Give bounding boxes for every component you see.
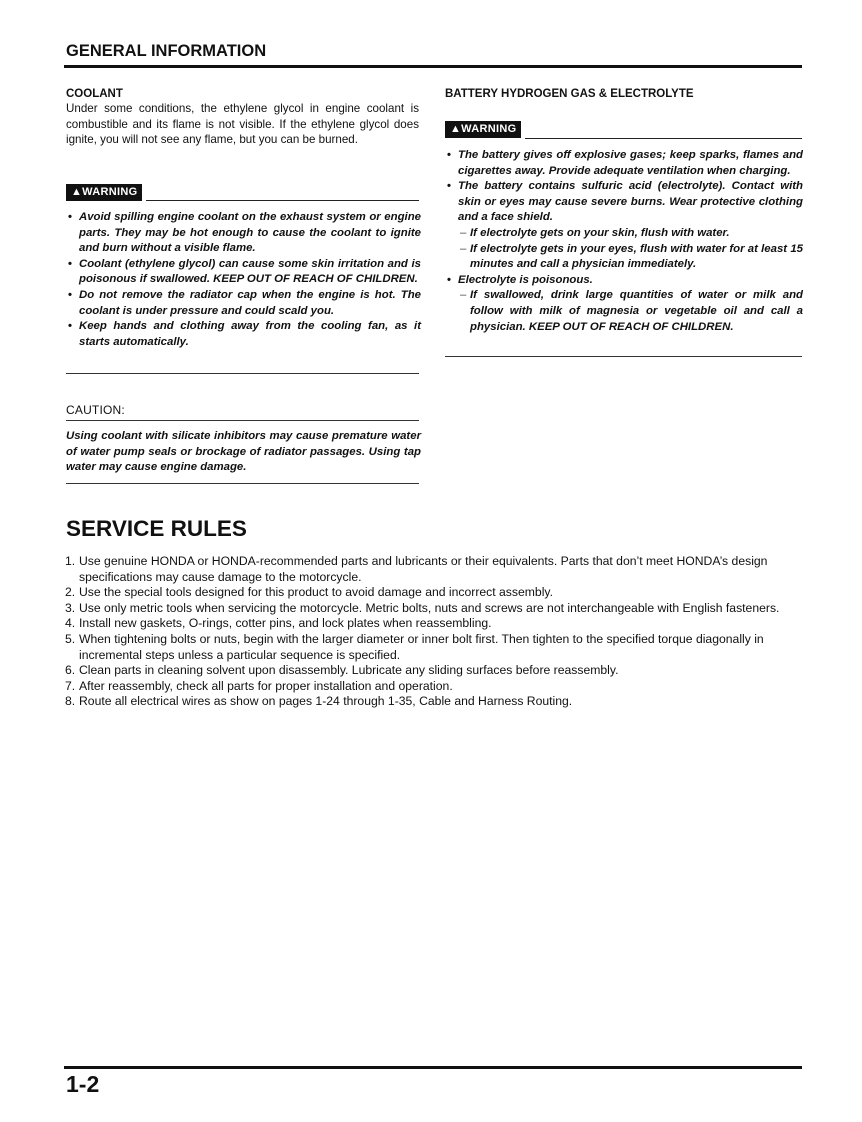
list-item: 3. Use only metric tools when servicing the motorcycle. Metric bolts, nuts and screws are not interchangeable with English fasteners. <box>65 600 780 615</box>
warning-badge: ▲WARNING <box>66 184 142 201</box>
list-item: • Do not remove the radiator cap when the engine is hot. The coolant is under pressure and could scald you. <box>68 288 421 317</box>
list-item: 2. Use the special tools designed for this product to avoid damage and incorrect assembly. <box>65 585 553 600</box>
warning-rule <box>525 138 802 139</box>
service-rules-title: SERVICE RULES <box>66 516 247 541</box>
caution-text: Using coolant with silicate inhibitors may cause premature water of water pump seals or brockage of radiator passages. Using tap water may cause engine damage. <box>66 430 421 474</box>
caution-label: CAUTION: <box>66 403 125 417</box>
warning-rule <box>146 200 419 201</box>
list-item: 7. After reassembly, check all parts for proper installation and operation. <box>65 678 453 693</box>
service-rules-list <box>65 554 803 710</box>
battery-warning-list <box>445 148 803 335</box>
footer-rule <box>64 1066 802 1069</box>
coolant-intro: Under some conditions, the ethylene glycol in engine coolant is combustible and its flame is not visible. If the ethylene glycol does ignite, you will not see any flame, but you can be burned. <box>66 102 419 147</box>
list-item: • The battery gives off explosive gases; keep sparks, flames and cigarettes away. Provide adequate ventilation when charging. <box>447 149 803 177</box>
battery-warning-end-rule <box>445 356 802 357</box>
caution-rule <box>66 420 419 421</box>
warning-badge: ▲WARNING <box>445 121 521 138</box>
coolant-warning-header <box>66 184 419 202</box>
list-item: • Avoid spilling engine coolant on the exhaust system or engine parts. They may be hot enough to cause the coolant to ignite and burn without a visible flame. <box>68 211 421 255</box>
list-item: 6. Clean parts in cleaning solvent upon disassembly. Lubricate any sliding surfaces before reassembly. <box>65 663 619 678</box>
sub-list-item: – If electrolyte gets on your skin, flush with water. <box>460 226 730 239</box>
list-item: 1. Use genuine HONDA or HONDA-recommended parts and lubricants or their equivalents. Parts that don’t meet HONDA’s design specifications may cause damage to the motorcycle. <box>65 554 768 584</box>
list-item: 5. When tightening bolts or nuts, begin with the larger diameter or inner bolt first. Then tighten to the specified torque diagonally in incremental steps unless a particular sequence is specified. <box>65 631 764 662</box>
list-item: 8. Route all electrical wires as show on pages 1-24 through 1-35, Cable and Harness Routing. <box>65 694 573 709</box>
header-rule <box>64 65 802 68</box>
list-item: • Keep hands and clothing away from the cooling fan, as it starts automatically. <box>68 320 421 348</box>
list-item: • The battery contains sulfuric acid (electrolyte). Contact with skin or eyes may cause severe burns. Wear protective clothing and a face shield. – If electrolyte gets on your skin, flush with water. – If electrolyte gets in your eyes, flush with water for at least 15 minutes and call a physician immediately. <box>445 179 803 273</box>
battery-warning-header <box>445 121 802 139</box>
page-header-title: GENERAL INFORMATION <box>66 42 267 60</box>
list-item: • Electrolyte is poisonous. – If swallowed, drink large quantities of water or milk and follow with milk of magnesia or vegetable oil and call a physician. KEEP OUT OF REACH OF CHILDREN. <box>445 273 803 335</box>
battery-title: BATTERY HYDROGEN GAS & ELECTROLYTE <box>445 88 694 100</box>
coolant-warning-list <box>66 210 421 350</box>
list-item: 4. Install new gaskets, O-rings, cotter pins, and lock plates when reassembling. <box>65 616 492 631</box>
sub-list-item: – If electrolyte gets in your eyes, flush with water for at least 15 minutes and call a physician immediately. <box>460 242 803 271</box>
caution-end-rule <box>66 483 419 484</box>
coolant-warning-end-rule <box>66 373 419 374</box>
list-item: • Coolant (ethylene glycol) can cause some skin irritation and is poisonous if swallowed. KEEP OUT OF REACH OF CHILDREN. <box>68 257 421 286</box>
sub-list-item: – If swallowed, drink large quantities of water or milk and follow with milk of magnesia or vegetable oil and call a physician. KEEP OUT OF REACH OF CHILDREN. <box>460 289 803 333</box>
page-number: 1-2 <box>66 1071 100 1097</box>
coolant-title: COOLANT <box>66 88 123 100</box>
